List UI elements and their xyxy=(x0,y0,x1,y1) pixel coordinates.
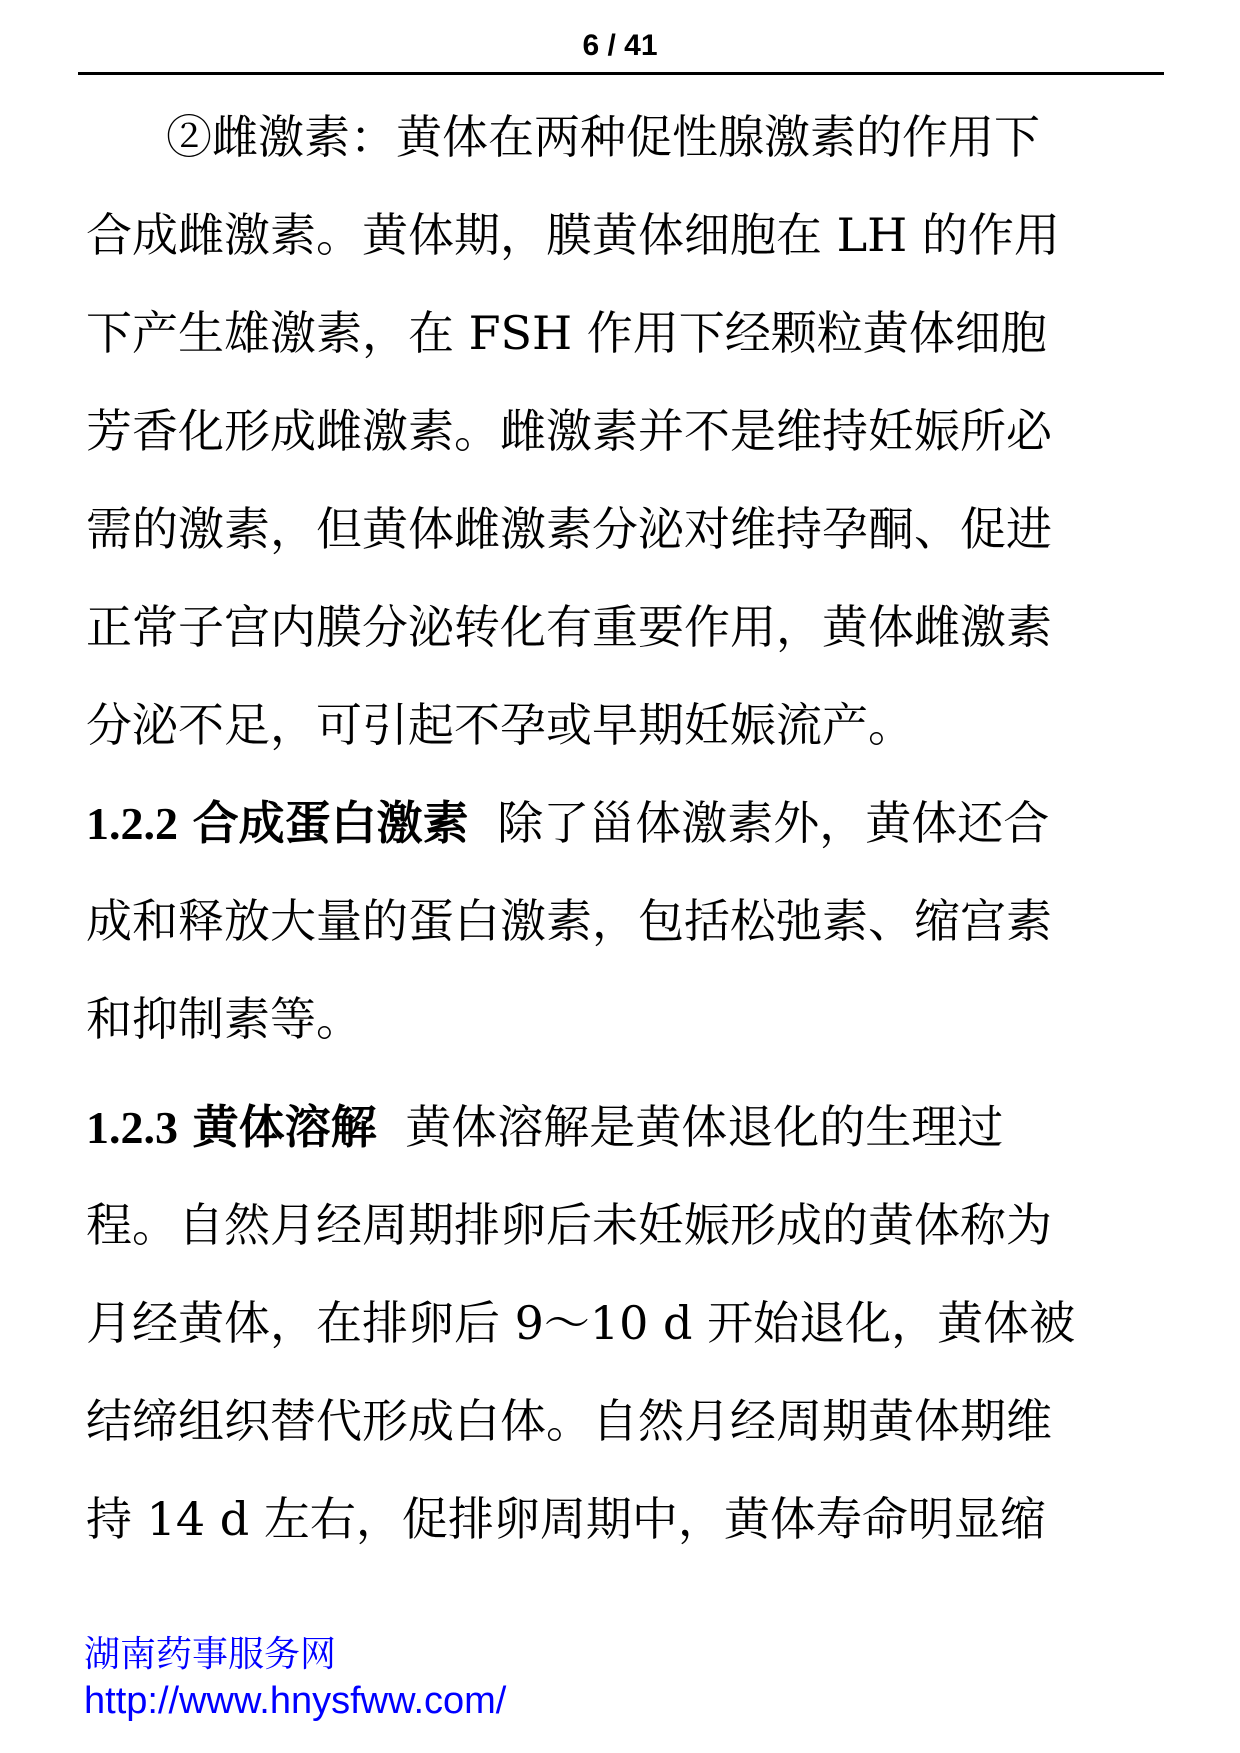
section-number: 1.2.2 xyxy=(86,798,178,849)
section-1-2-3 xyxy=(86,1078,1166,1568)
footer-url-link[interactable]: http://www.hnysfww.com/ xyxy=(84,1680,507,1722)
text-line: 合成雌激素。黄体期，膜黄体细胞在 LH 的作用 xyxy=(86,208,1060,262)
document-body xyxy=(86,88,1166,1568)
text-line: 月经黄体，在排卵后 9～10 d 开始退化，黄体被 xyxy=(86,1296,1076,1350)
text-line: 持 14 d 左右，促排卵周期中，黄体寿命明显缩 xyxy=(86,1492,1046,1546)
section-gap xyxy=(86,1068,1166,1078)
footer-site-name: 湖南药事服务网 xyxy=(84,1634,337,1675)
text-line: ②雌激素：黄体在两种促性腺激素的作用下 xyxy=(166,110,1040,164)
text-line: 成和释放大量的蛋白激素，包括松弛素、缩宫素 xyxy=(86,894,1052,948)
text-line: 下产生雄激素，在 FSH 作用下经颗粒黄体细胞 xyxy=(86,306,1047,360)
section-number: 1.2.3 xyxy=(86,1102,178,1153)
text-line: 结缔组织替代形成白体。自然月经周期黄体期维 xyxy=(86,1394,1052,1448)
section-title: 合成蛋白激素 xyxy=(192,796,469,850)
section-1-2-2 xyxy=(86,774,1166,1068)
footer xyxy=(84,1632,506,1724)
section-first-line: 黄体溶解是黄体退化的生理过 xyxy=(405,1100,1004,1154)
text-line: 和抑制素等。 xyxy=(86,992,362,1046)
text-line: 程。自然月经周期排卵后未妊娠形成的黄体称为 xyxy=(86,1198,1052,1252)
section-heading-line xyxy=(86,1078,1166,1176)
text-line: 分泌不足，可引起不孕或早期妊娠流产。 xyxy=(86,698,914,752)
paragraph-estrogen xyxy=(86,88,1166,774)
header-divider xyxy=(78,72,1164,75)
section-first-line: 除了甾体激素外，黄体还合 xyxy=(497,796,1050,850)
text-line: 正常子宫内膜分泌转化有重要作用，黄体雌激素 xyxy=(86,600,1052,654)
page-number: 6 / 41 xyxy=(582,29,658,62)
text-line: 需的激素，但黄体雌激素分泌对维持孕酮、促进 xyxy=(86,502,1052,556)
text-line: 芳香化形成雌激素。雌激素并不是维持妊娠所必 xyxy=(86,404,1052,458)
section-title: 黄体溶解 xyxy=(192,1100,377,1154)
section-heading-line xyxy=(86,774,1166,872)
